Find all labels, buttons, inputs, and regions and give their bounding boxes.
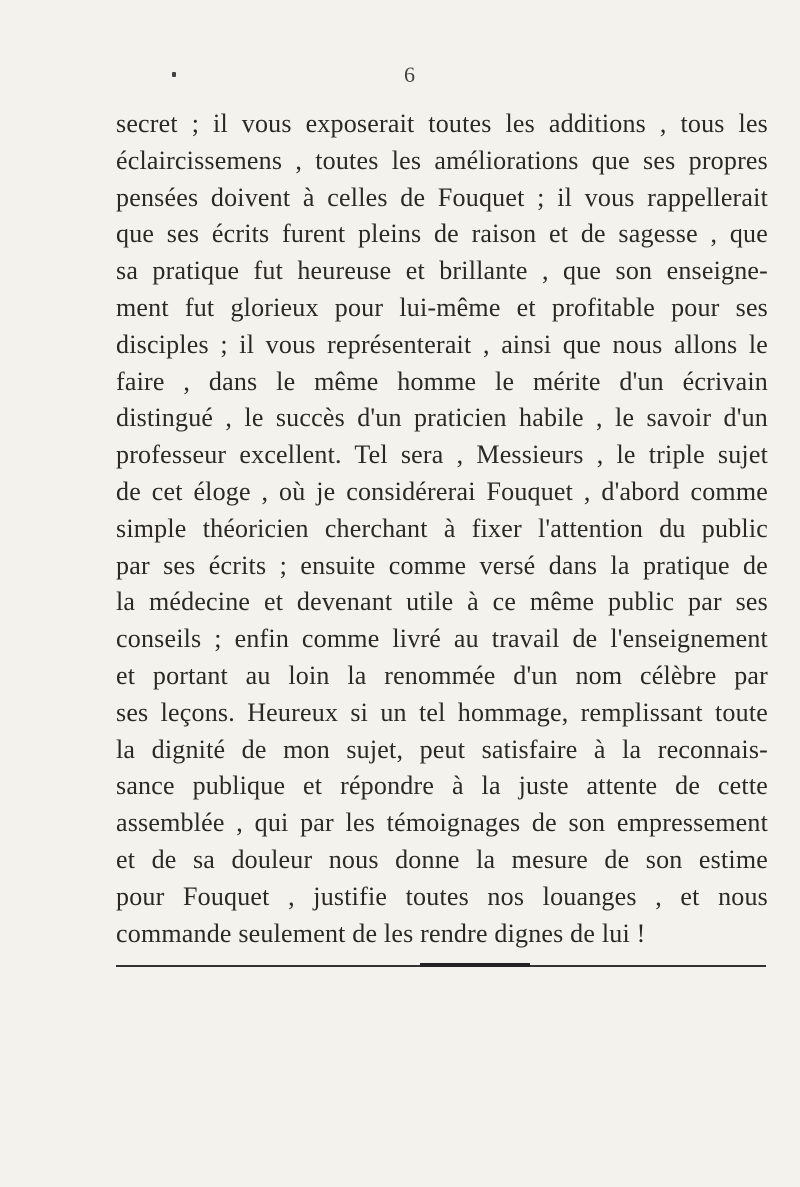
text-line: par ses écrits ; ensuite comme versé dans la pratique de xyxy=(116,550,768,580)
text-line: la médecine et devenant utile à ce même public par ses xyxy=(116,587,768,617)
text-line: secret ; il vous exposerait toutes les additions , tous les xyxy=(116,109,768,138)
text-line: faire , dans le même homme le mérite d'un écrivain xyxy=(116,366,768,396)
text-line: disciples ; il vous représenterait , ainsi que nous allons le xyxy=(116,329,768,359)
text-line: pensées doivent à celles de Fouquet ; il vous rappellerait xyxy=(116,182,768,212)
print-speck xyxy=(172,72,176,77)
text-line: professeur excellent. Tel sera , Messieurs , le triple sujet xyxy=(116,440,768,470)
text-line: conseils ; enfin comme livré au travail de l'enseignement xyxy=(116,624,768,654)
text-line: la dignité de mon sujet, peut satisfaire à la reconnais- xyxy=(116,734,768,764)
text-line: que ses écrits furent pleins de raison et de sagesse , que xyxy=(116,219,768,249)
section-divider-ornament xyxy=(420,963,530,967)
text-line: ses leçons. Heureux si un tel hommage, remplissant toute xyxy=(116,697,768,727)
body-text xyxy=(116,106,768,952)
text-line: et de sa douleur nous donne la mesure de son estime xyxy=(116,844,768,874)
text-line: pour Fouquet , justifie toutes nos louanges , et nous xyxy=(116,881,768,911)
text-line: commande seulement de les rendre dignes de lui ! xyxy=(116,918,646,948)
text-line: éclaircissemens , toutes les améliorations que ses propres xyxy=(116,145,768,175)
text-line: sance publique et répondre à la juste attente de cette xyxy=(116,771,768,801)
page-number: 6 xyxy=(404,62,415,87)
text-line: sa pratique fut heureuse et brillante , que son enseigne- xyxy=(116,256,768,286)
text-line: de cet éloge , où je considérerai Fouquet , d'abord comme xyxy=(116,476,768,506)
text-line: distingué , le succès d'un praticien habile , le savoir d'un xyxy=(116,403,768,433)
text-line: simple théoricien cherchant à fixer l'attention du public xyxy=(116,513,768,543)
text-line: ment fut glorieux pour lui-même et profitable pour ses xyxy=(116,292,768,322)
text-line: assemblée , qui par les témoignages de son empressement xyxy=(116,808,768,838)
text-line: et portant au loin la renommée d'un nom célèbre par xyxy=(116,660,768,690)
